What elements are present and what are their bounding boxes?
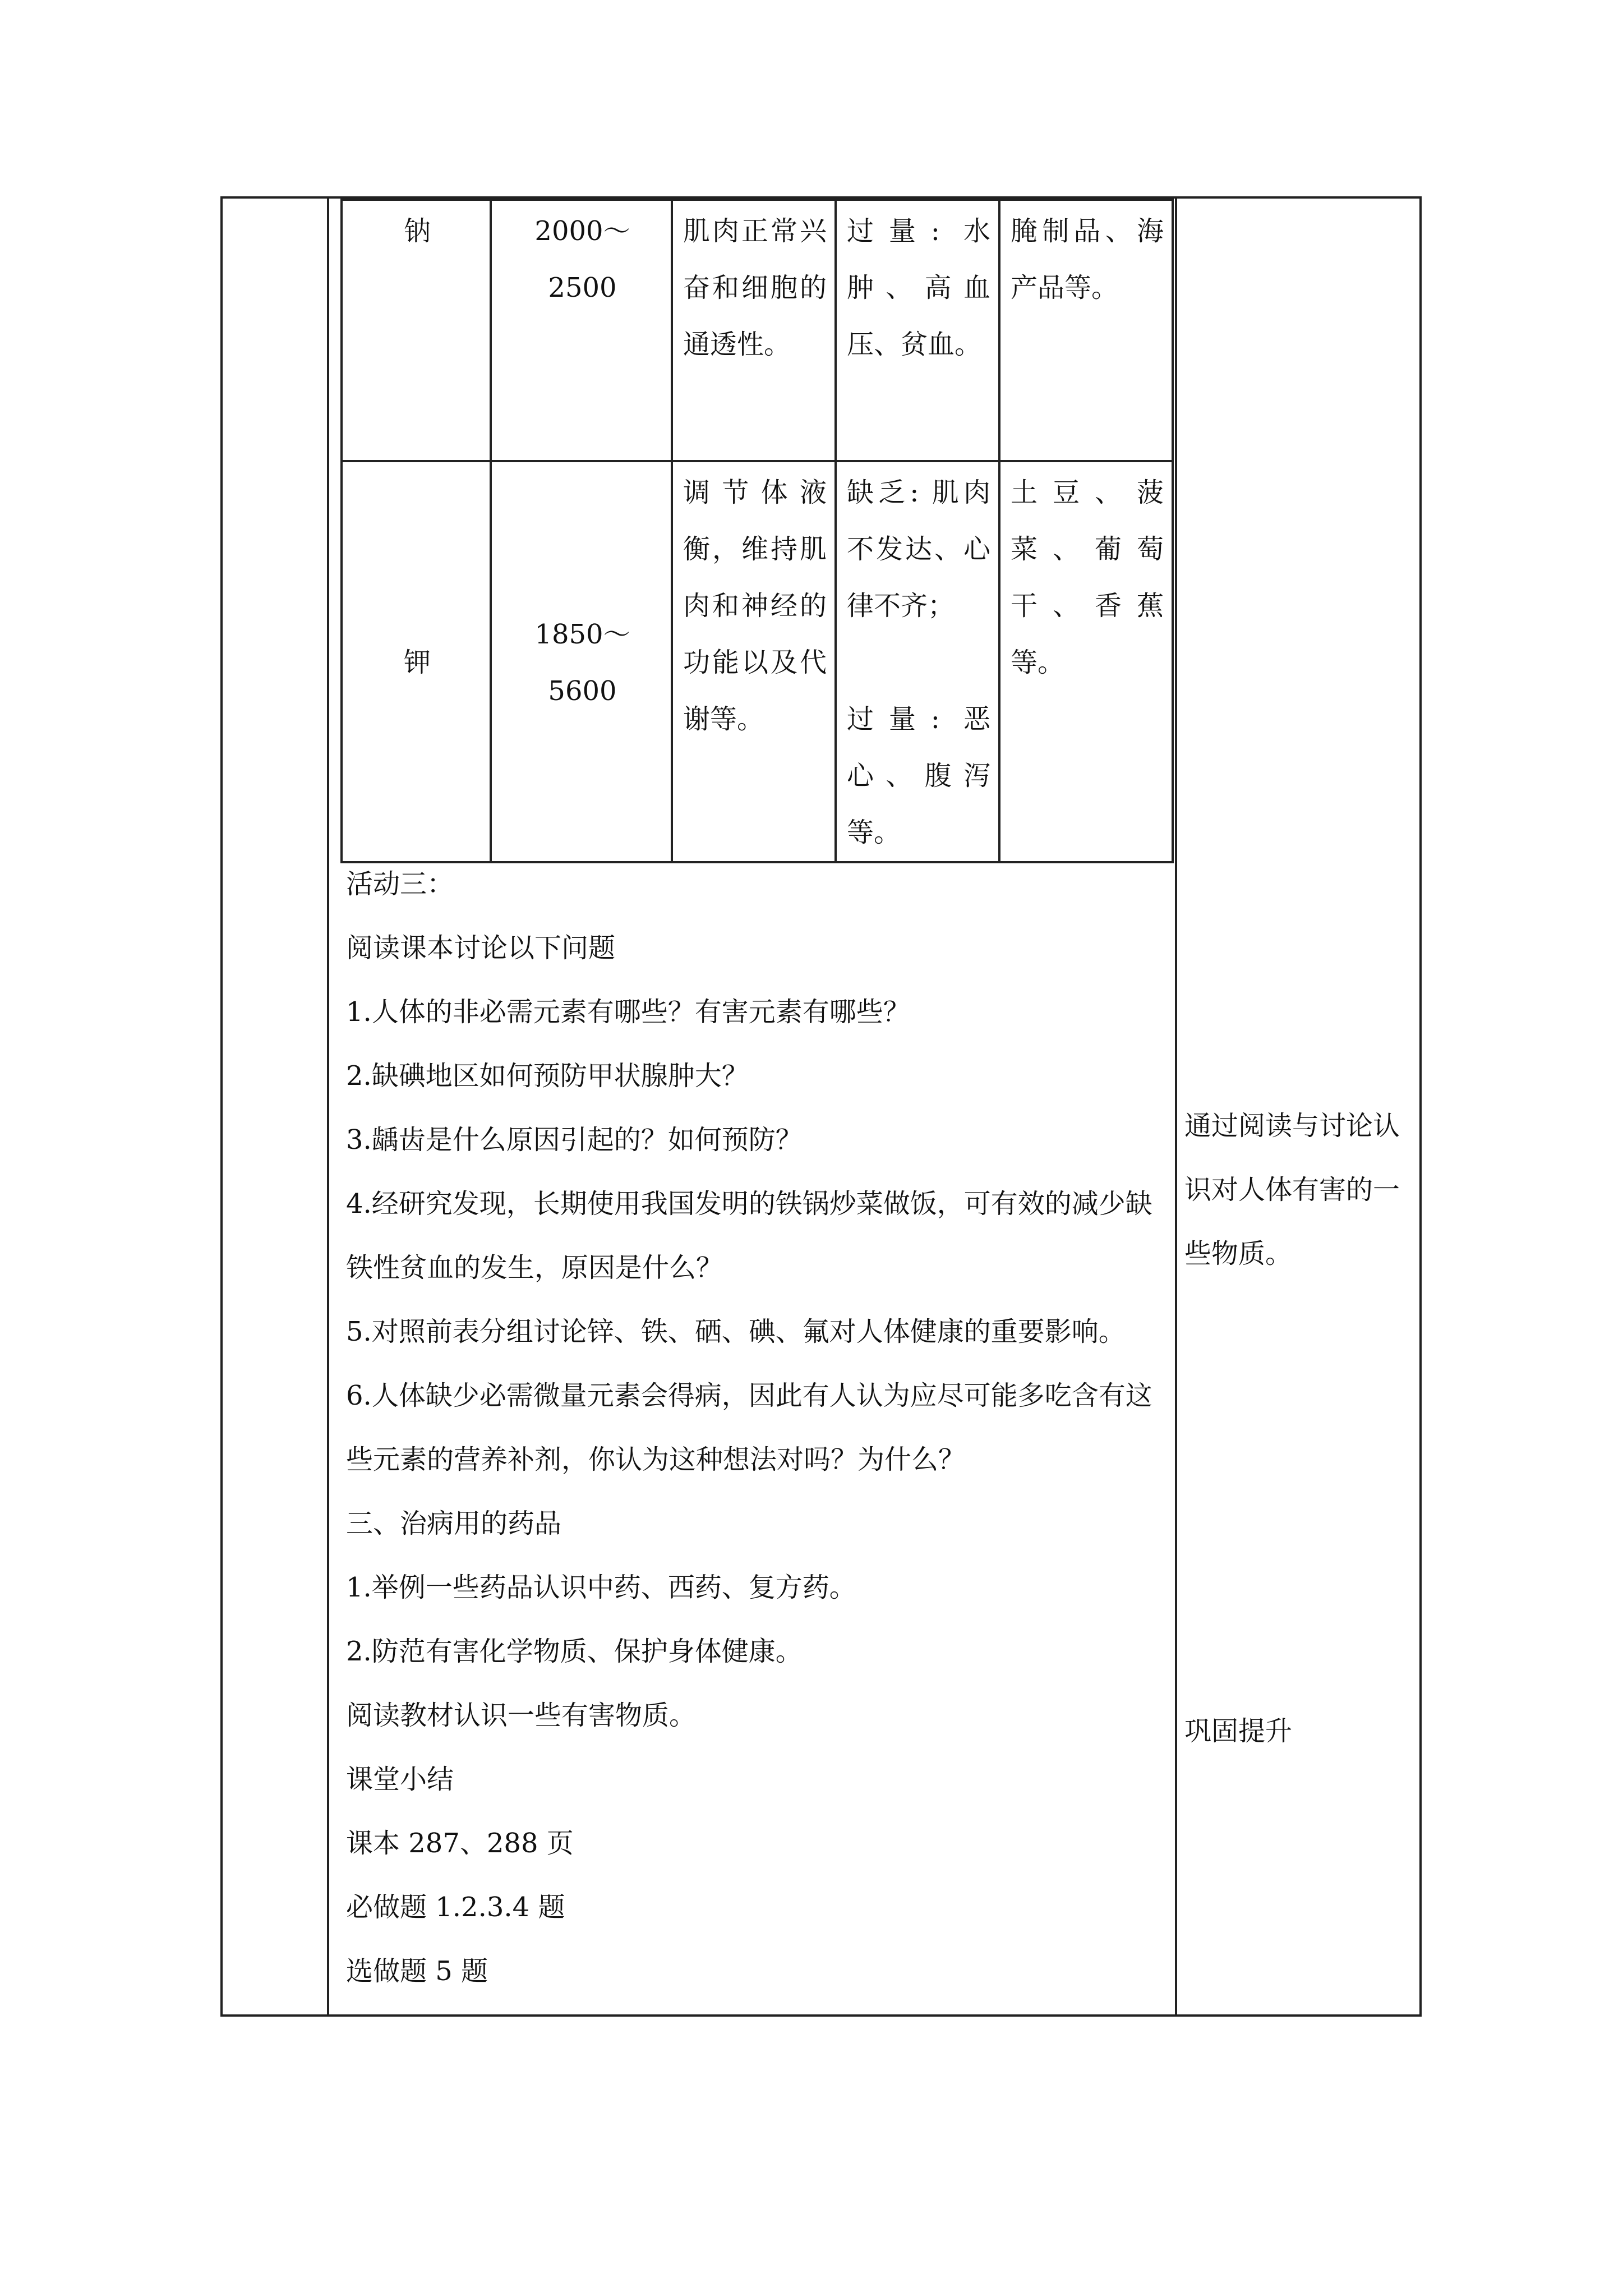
element-effects (836, 461, 999, 862)
lesson-content (346, 852, 1165, 2003)
question-5: 5.对照前表分组讨论锌、铁、硒、碘、氟对人体健康的重要影响。 (346, 1316, 1126, 1347)
element-function: 调节体液衡，维持肌肉和神经的功能以及代谢等。 (672, 461, 836, 862)
food-sources: 土豆、菠菜、葡萄干、香蕉等。 (999, 461, 1173, 862)
optional-exercises: 选做题 5 题 (346, 1955, 488, 1987)
effects-text: 过量: 水肿、高血压、贫血。 (847, 215, 990, 360)
question-3: 3.龋齿是什么原因引起的？如何预防？ (346, 1124, 803, 1156)
column-divider-left (327, 199, 329, 2014)
section-heading: 三、治病用的药品 (346, 1508, 562, 1539)
summary-heading: 课堂小结 (346, 1764, 454, 1795)
element-name: 钠 (342, 200, 491, 461)
instruction-line: 阅读课本讨论以下问题 (346, 932, 616, 964)
column-divider-right (1175, 199, 1177, 2014)
element-name: 钾 (342, 461, 491, 862)
daily-amount: 2000～2500 (491, 200, 672, 461)
table-row (342, 461, 1173, 862)
required-exercises: 必做题 1.2.3.4 题 (346, 1892, 565, 1923)
textbook-pages: 课本 287、288 页 (346, 1828, 574, 1859)
effects-deficiency: 缺乏: 肌肉不发达、心律不齐； (847, 477, 990, 622)
element-table (340, 199, 1174, 863)
medicine-item-1: 1.举例一些药品认识中药、西药、复方药。 (346, 1572, 856, 1603)
table-row (342, 200, 1173, 461)
reading-task: 阅读教材认识一些有害物质。 (346, 1700, 697, 1731)
lesson-plan-table (220, 196, 1422, 2017)
daily-amount: 1850～5600 (491, 461, 672, 862)
question-2: 2.缺碘地区如何预防甲状腺肿大？ (346, 1060, 749, 1092)
question-4: 4.经研究发现，长期使用我国发明的铁锅炒菜做饭，可有效的减少缺铁性贫血的发生，原因是什么？ (346, 1188, 1152, 1283)
medicine-item-2: 2.防范有害化学物质、保护身体健康。 (346, 1636, 803, 1667)
element-effects (836, 200, 999, 461)
food-sources: 腌制品、海产品等。 (999, 200, 1173, 461)
side-note-discussion: 通过阅读与讨论认识对人体有害的一些物质。 (1184, 1110, 1400, 1269)
side-note-consolidate: 巩固提升 (1184, 1715, 1293, 1747)
element-function: 肌肉正常兴奋和细胞的通透性。 (672, 200, 836, 461)
question-1: 1.人体的非必需元素有哪些？有害元素有哪些？ (346, 996, 910, 1028)
question-6: 6.人体缺少必需微量元素会得病，因此有人认为应尽可能多吃含有这些元素的营养补剂，你认为这种想法对吗？为什么？ (346, 1380, 1152, 1475)
activity-heading: 活动三： (346, 868, 454, 900)
effects-excess: 过量: 恶心、腹泻等。 (847, 703, 990, 848)
